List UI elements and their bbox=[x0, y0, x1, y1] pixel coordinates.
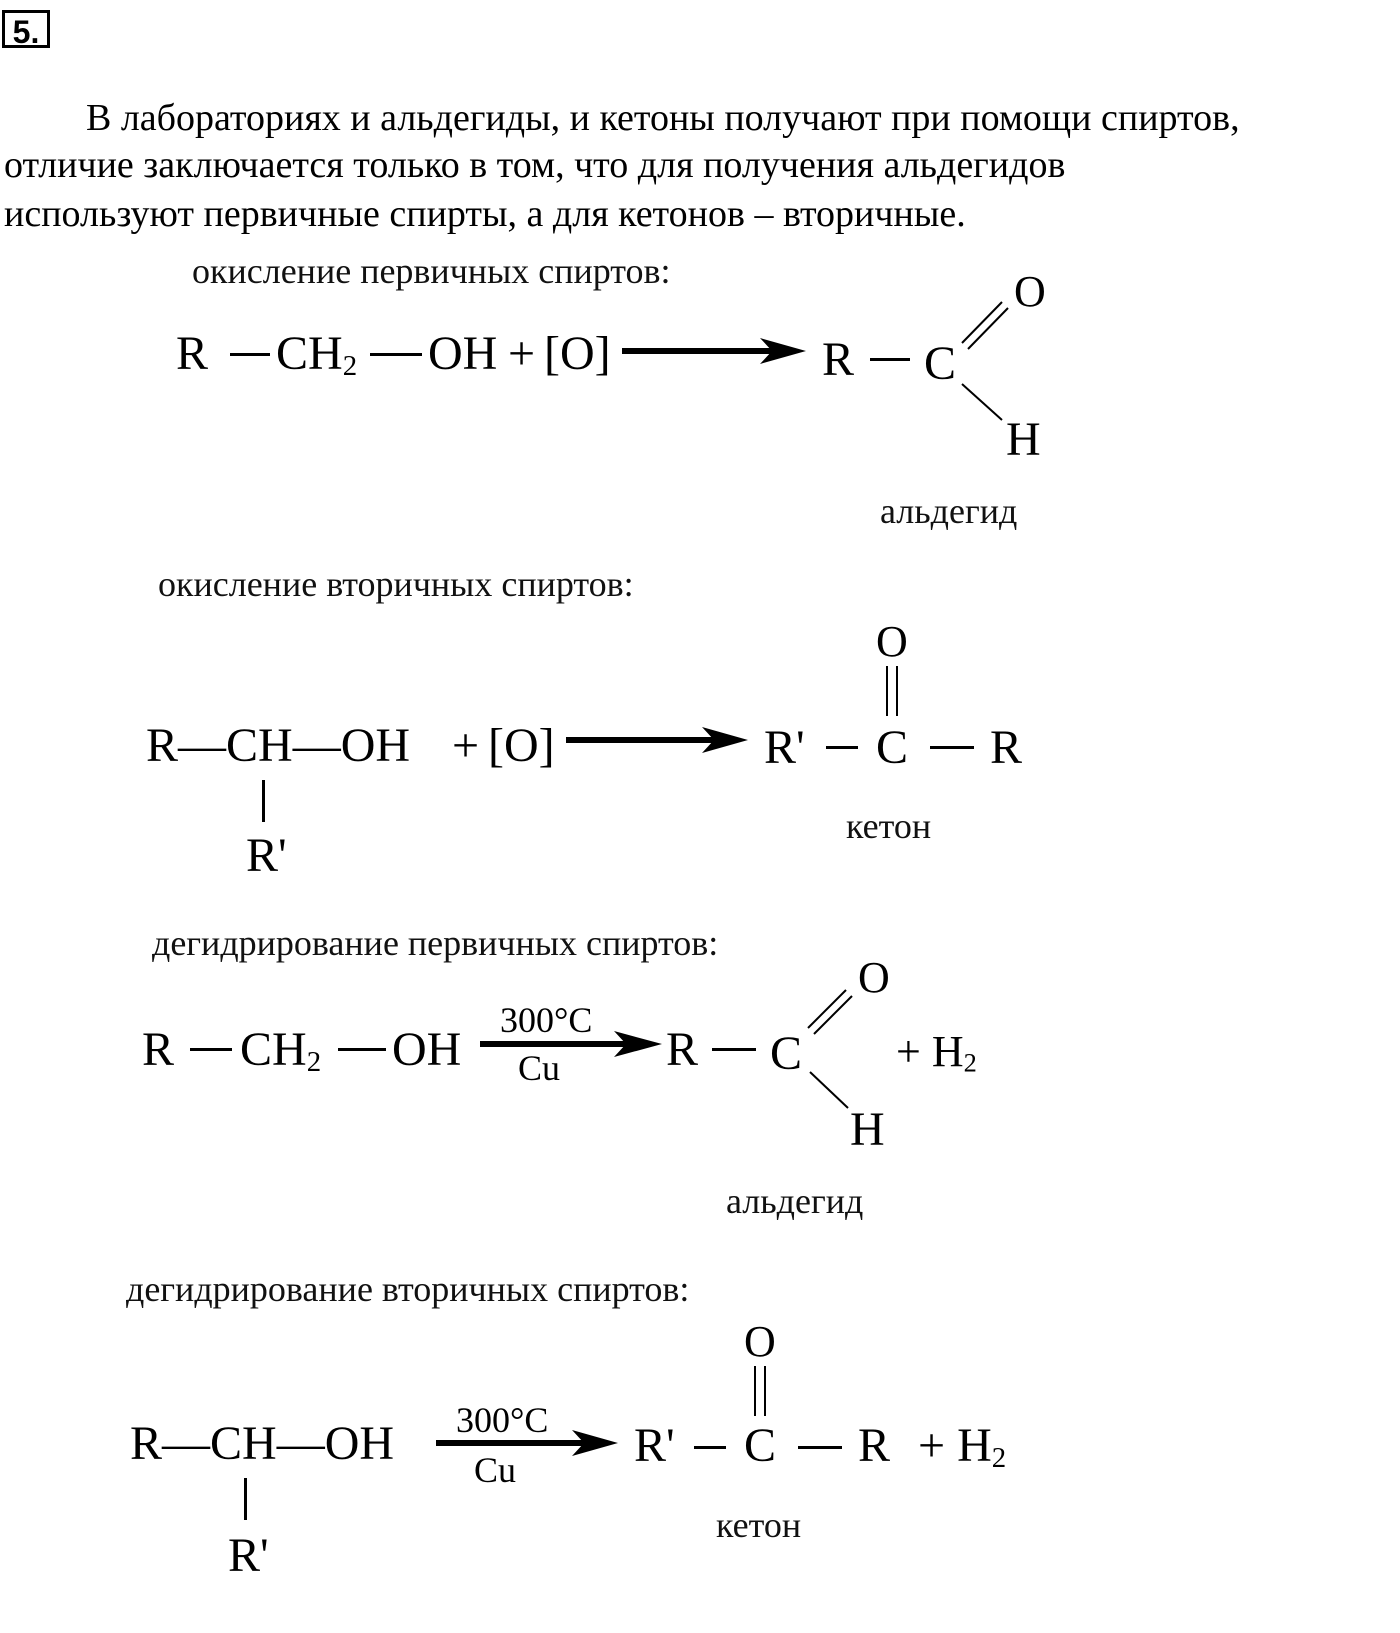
r4-heading: дегидрирование вторичных спиртов: bbox=[126, 1269, 690, 1309]
r4-reactant-chain: R—CH—OH bbox=[130, 1417, 395, 1470]
r4-product-label: кетон bbox=[716, 1505, 802, 1545]
r3-heading: дегидрирование первичных спиртов: bbox=[152, 923, 719, 963]
r2-product-c: C bbox=[876, 721, 909, 774]
r2-product-r: R bbox=[990, 721, 1023, 774]
r2-product-o: O bbox=[876, 617, 908, 666]
r1-product-c: C bbox=[924, 337, 957, 390]
r1-product-r: R bbox=[822, 333, 855, 386]
r4-byproduct-h2: + $H_2$ bbox=[918, 1419, 1007, 1474]
r3-reactant-oh: OH bbox=[392, 1023, 462, 1076]
r1-plus: + bbox=[508, 327, 536, 380]
paragraph-line-2: отличие заключается только в том, что для получения альдегидов bbox=[4, 144, 1066, 186]
r4-bond bbox=[694, 1446, 726, 1449]
r4-condition-catalyst: Cu bbox=[474, 1450, 517, 1490]
r1-product-o: O bbox=[1014, 267, 1046, 316]
r4-condition-temperature: 300°C bbox=[456, 1400, 549, 1440]
r3-product-label: альдегид bbox=[726, 1181, 864, 1221]
r1-product-h: H bbox=[1006, 413, 1041, 466]
r4-product-r: R bbox=[858, 1419, 891, 1472]
r2-reactant-substituent: R' bbox=[246, 829, 287, 882]
r2-heading: окисление вторичных спиртов: bbox=[158, 564, 634, 604]
task-number: 5. bbox=[2, 10, 50, 48]
r2-oxidant: [O] bbox=[488, 719, 555, 772]
r4-reactant-substituent: R' bbox=[228, 1529, 269, 1582]
r4-double-bond bbox=[754, 1366, 756, 1416]
r1-reactant-r: R bbox=[176, 327, 209, 380]
r3-product-o: O bbox=[858, 953, 890, 1002]
r3-condition-temperature: 300°C bbox=[500, 1000, 593, 1040]
r2-product-r1: R' bbox=[764, 721, 805, 774]
r2-reactant-chain: R—CH—OH bbox=[146, 719, 411, 772]
r1-heading: окисление первичных спиртов: bbox=[192, 251, 671, 291]
paragraph-line-1: В лабораториях и альдегиды, и кетоны получают при помощи спиртов, bbox=[86, 97, 1240, 139]
r3-reactant-r: R bbox=[142, 1023, 175, 1076]
paragraph-line-3: используют первичные спирты, а для кетонов – вторичные. bbox=[4, 193, 966, 235]
r3-reactant-ch2: $CH_2$ bbox=[240, 1023, 322, 1078]
r1-oxidant: [O] bbox=[544, 327, 611, 380]
r3-product-c: C bbox=[770, 1027, 803, 1080]
r3-condition-catalyst: Cu bbox=[518, 1048, 561, 1088]
r4-double-bond bbox=[764, 1366, 766, 1416]
r4-product-c: C bbox=[744, 1419, 777, 1472]
r1-reactant-oh: OH bbox=[428, 327, 498, 380]
r2-product-label: кетон bbox=[846, 806, 932, 846]
r4-bond bbox=[798, 1446, 842, 1449]
r3-product-r: R bbox=[666, 1023, 699, 1076]
r4-product-o: O bbox=[744, 1317, 776, 1366]
r3-byproduct-h2: + $H_2$ bbox=[896, 1027, 977, 1078]
r3-product-h: H bbox=[850, 1103, 885, 1156]
r1-reactant-ch2: $CH_2$ bbox=[276, 327, 358, 382]
r1-product-label: альдегид bbox=[880, 491, 1018, 531]
r2-plus: + bbox=[452, 719, 480, 772]
r4-product-r1: R' bbox=[634, 1419, 675, 1472]
